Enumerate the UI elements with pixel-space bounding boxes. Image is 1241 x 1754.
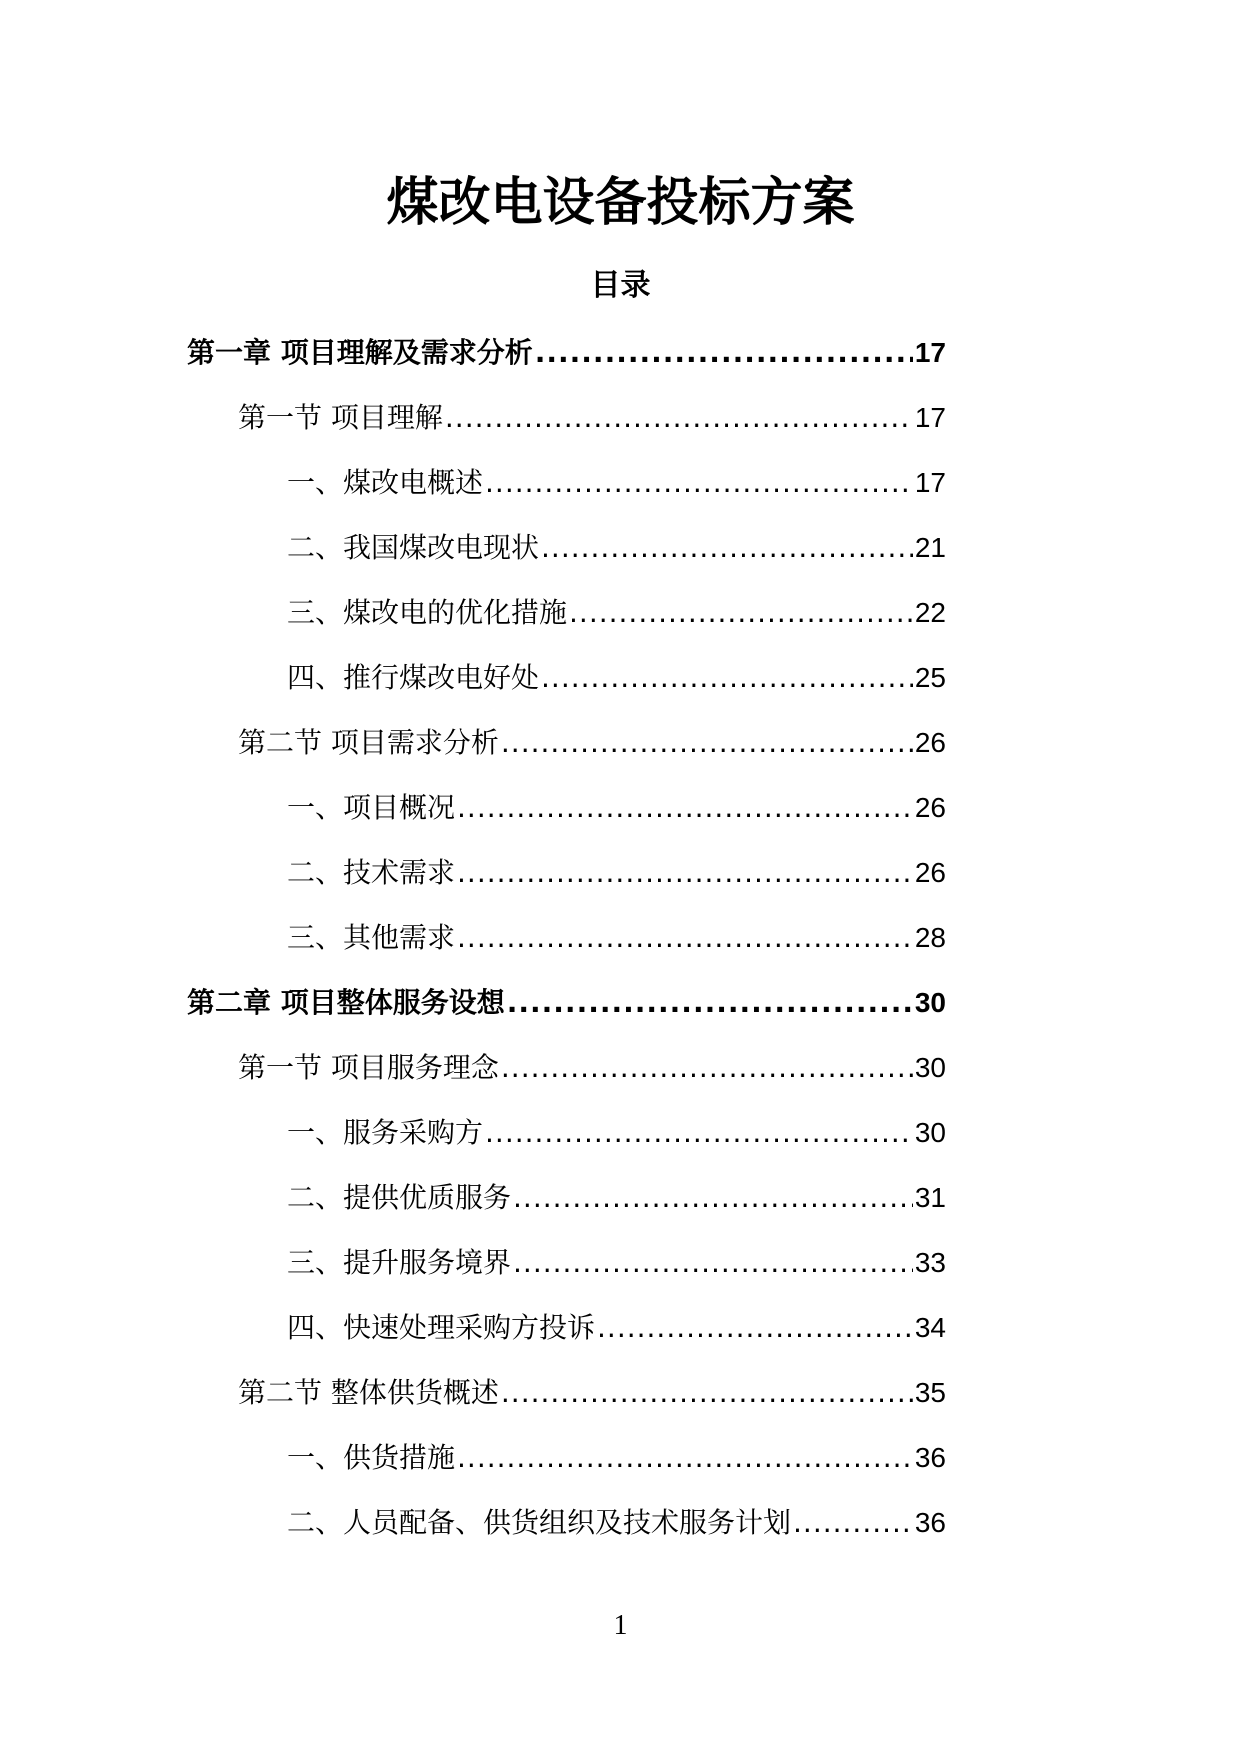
- toc-dot-leader: [513, 1241, 913, 1285]
- toc-entry-page: 26: [914, 792, 946, 823]
- toc-entry-label: 三、其他需求: [287, 921, 456, 954]
- page-number: 1: [613, 1610, 628, 1641]
- toc-dot-leader: [541, 526, 913, 570]
- toc-entry-section[interactable]: [0, 1046, 1241, 1111]
- toc-dot-leader: [501, 1046, 913, 1090]
- toc-dot-leader: [485, 1111, 913, 1155]
- toc-entry-subsection[interactable]: [0, 526, 1241, 591]
- toc-entry-section[interactable]: [0, 1371, 1241, 1436]
- document-title: 煤改电设备投标方案: [386, 173, 855, 233]
- toc-entry-subsection[interactable]: [0, 1111, 1241, 1176]
- toc-entry-label: 二、提供优质服务: [287, 1181, 512, 1214]
- toc-dot-leader: [513, 1176, 913, 1220]
- toc-entry-page: 33: [914, 1247, 946, 1278]
- toc-entry-chapter-1[interactable]: [0, 331, 1241, 396]
- toc-entry-label: 第二章 项目整体服务设想: [187, 986, 505, 1019]
- toc-entry-label: 一、供货措施: [287, 1441, 456, 1474]
- toc-dot-leader: [445, 396, 913, 440]
- toc-entry-label: 四、推行煤改电好处: [287, 661, 540, 694]
- toc-entry-section[interactable]: [0, 396, 1241, 461]
- toc-entry-label: 一、项目概况: [287, 791, 456, 824]
- toc-entry-label: 一、煤改电概述: [287, 466, 484, 499]
- toc-entry-subsection[interactable]: [0, 1241, 1241, 1306]
- toc-entry-page: 26: [914, 857, 946, 888]
- toc-dot-leader: [597, 1306, 913, 1350]
- toc-entry-label: 第二节 项目需求分析: [238, 726, 499, 759]
- toc-entry-subsection[interactable]: [0, 916, 1241, 981]
- toc-entry-page: 21: [914, 532, 946, 563]
- toc-dot-leader: [457, 786, 913, 830]
- toc-entry-subsection[interactable]: [0, 1501, 1241, 1566]
- toc-entry-page: 30: [914, 1117, 946, 1148]
- toc-heading: 目录: [590, 268, 651, 303]
- toc-entry-subsection[interactable]: [0, 591, 1241, 656]
- toc-entry-subsection[interactable]: [0, 1306, 1241, 1371]
- toc-entry-subsection[interactable]: [0, 656, 1241, 721]
- toc-dot-leader: [457, 1436, 913, 1480]
- toc-entry-page: 17: [914, 467, 946, 498]
- toc-dot-leader: [501, 1371, 913, 1415]
- toc-entry-page: 26: [914, 727, 946, 758]
- toc-dot-leader: [535, 331, 913, 375]
- toc-entry-chapter-2[interactable]: [0, 981, 1241, 1046]
- toc-dot-leader: [485, 461, 913, 505]
- toc-entry-page: 17: [914, 337, 946, 368]
- toc-entry-page: 30: [914, 1052, 946, 1083]
- toc-entry-page: 17: [914, 402, 946, 433]
- toc-entry-subsection[interactable]: [0, 851, 1241, 916]
- toc-entry-label: 二、人员配备、供货组织及技术服务计划: [287, 1506, 792, 1539]
- toc-entry-page: 35: [914, 1377, 946, 1408]
- toc-entry-label: 三、煤改电的优化措施: [287, 596, 568, 629]
- toc-entry-label: 四、快速处理采购方投诉: [287, 1311, 596, 1344]
- toc-entry-label: 三、提升服务境界: [287, 1246, 512, 1279]
- toc-dot-leader: [501, 721, 913, 765]
- toc-entry-subsection[interactable]: [0, 786, 1241, 851]
- toc-entry-page: 22: [914, 597, 946, 628]
- toc-entry-subsection[interactable]: [0, 1176, 1241, 1241]
- toc-entry-label: 一、服务采购方: [287, 1116, 484, 1149]
- toc-entry-subsection[interactable]: [0, 461, 1241, 526]
- toc-entry-page: 36: [914, 1507, 946, 1538]
- toc-dot-leader: [793, 1501, 913, 1545]
- toc-dot-leader: [541, 656, 913, 700]
- toc-entry-page: 28: [914, 922, 946, 953]
- toc-entry-label: 第二节 整体供货概述: [238, 1376, 499, 1409]
- toc-dot-leader: [569, 591, 913, 635]
- toc-entry-label: 第一节 项目服务理念: [238, 1051, 499, 1084]
- toc-entry-label: 第一节 项目理解: [238, 401, 443, 434]
- toc-dot-leader: [507, 981, 913, 1025]
- table-of-contents: [0, 331, 1241, 1566]
- toc-entry-page: 31: [914, 1182, 946, 1213]
- toc-entry-label: 第一章 项目理解及需求分析: [187, 336, 533, 369]
- toc-dot-leader: [457, 851, 913, 895]
- toc-entry-label: 二、技术需求: [287, 856, 456, 889]
- toc-entry-section[interactable]: [0, 721, 1241, 786]
- toc-entry-page: 30: [914, 987, 946, 1018]
- toc-entry-page: 25: [914, 662, 946, 693]
- toc-dot-leader: [457, 916, 913, 960]
- toc-entry-page: 34: [914, 1312, 946, 1343]
- toc-entry-label: 二、我国煤改电现状: [287, 531, 540, 564]
- toc-entry-page: 36: [914, 1442, 946, 1473]
- toc-entry-subsection[interactable]: [0, 1436, 1241, 1501]
